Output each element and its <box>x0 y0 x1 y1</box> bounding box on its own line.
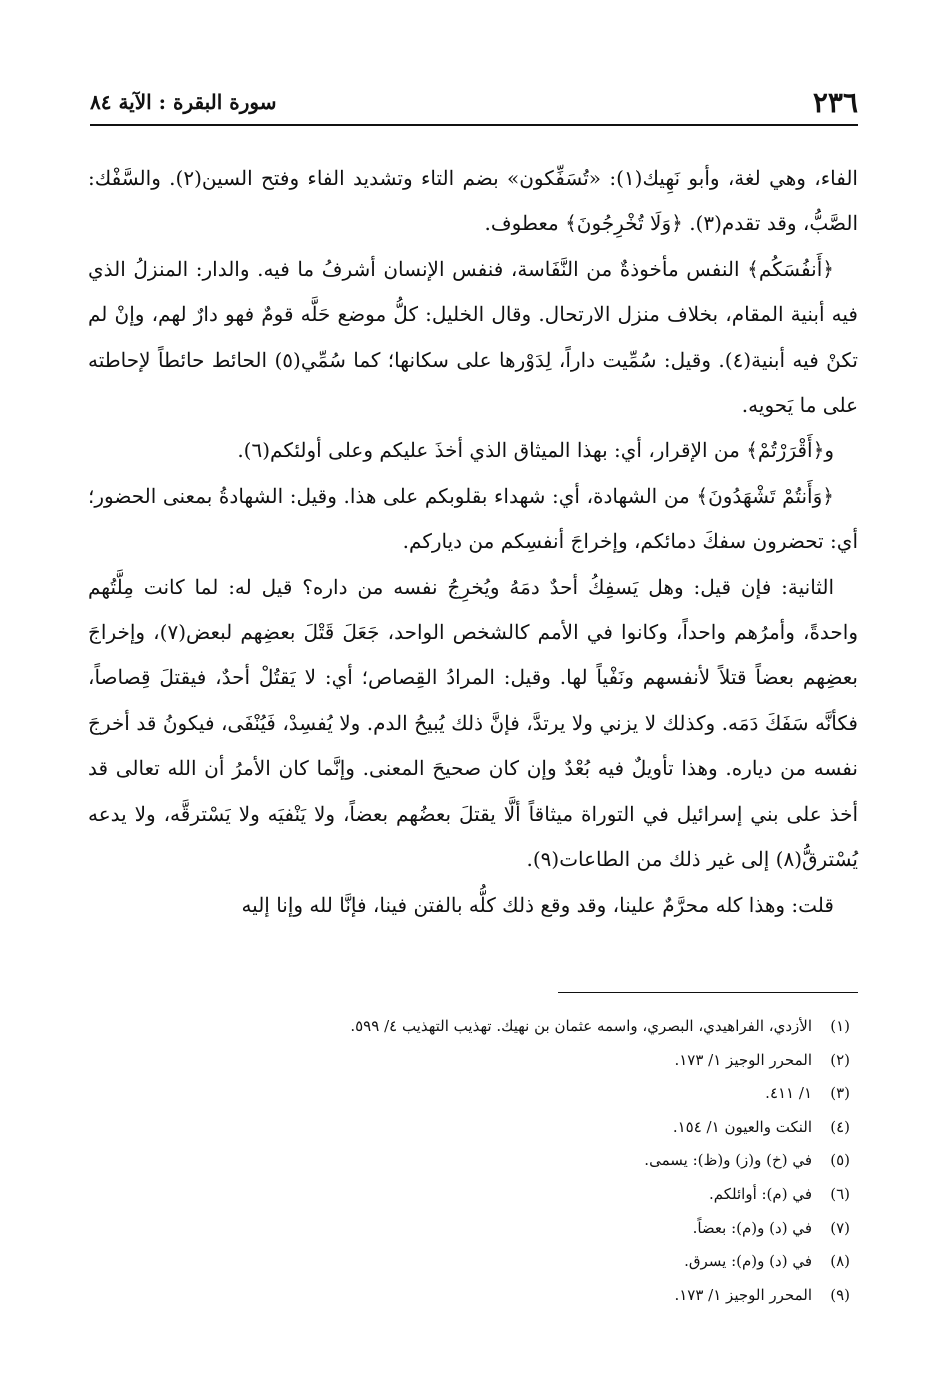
footnote-text: في (خ) و(ز) و(ظ): يسمى. <box>644 1151 812 1170</box>
page-header <box>90 84 858 126</box>
paragraph: ﴿وَأَنتُمْ تَشْهَدُونَ﴾ من الشهادة، أي: شهداء بقلوبكم على هذا. وقيل: الشهادةُ بمعنى الحضور؛ أي: تحضرون سفكَ دمائكم، وإخراجَ أنفسِكم من دياركم. <box>88 483 858 554</box>
paragraph: و﴿أَقْرَرْتُمْ﴾ من الإقرار، أي: بهذا الميثاق الذي أخذَ عليكم وعلى أولئكم(٦). <box>237 438 834 463</box>
footnote <box>88 1178 850 1212</box>
footnote <box>88 1279 850 1313</box>
footnotes <box>88 1010 850 1312</box>
running-title: سورة البقرة : الآية ٨٤ <box>90 90 277 114</box>
footnote <box>88 1010 850 1044</box>
paragraph: الثانية: فإن قيل: وهل يَسفِكُ أحدٌ دمَهُ ويُخرِجُ نفسه من داره؟ قيل له: لما كانت مِلَّتُهم واحدةً، وأمرُهم واحداً، وكانوا في الأمم كالشخص الواحد، جَعَلَ قَتْلَ بعضِهم لبعض(٧)، وإخراجَ بعضِهم بعضاً قتلاً لأنفسهم ونَفْياً لها. وقيل: المرادُ القِصاص؛ أي: لا يَقتُلْ أحدٌ، فيقتلَ قِصاصاً، فكأنَّه سَفَكَ دَمَه. وكذلك لا يزني ولا يرتدَّ، فإنَّ ذلك يُبيحُ الدم. ولا يُفسِدْ، فَيُنْفَى، فيكونُ قد أخرجَ نفسه من دياره. وهذا تأويلٌ فيه بُعْدٌ وإن كان صحيحَ المعنى. وإنَّما كان الأمرُ أن الله تعالى قد أخذ على بني إسرائيل في التوراة ميثاقاً ألَّا يقتلَ بعضُهم بعضاً، ولا يَنْفيَه ولا يَسْترقَّه، ولا يدعه يُسْترقُّ(٨) إلى غير ذلك من الطاعات(٩). <box>88 574 858 872</box>
footnote-text: الأزدي، الفراهيدي، البصري، واسمه عثمان بن نهيك. تهذيب التهذيب ٤/ ٥٩٩. <box>350 1017 812 1035</box>
footnote-number: (١) <box>830 1017 850 1035</box>
footnote-separator <box>558 992 858 993</box>
footnote-text: النكت والعيون ١/ ١٥٤. <box>672 1117 812 1136</box>
footnote-number: (٣) <box>830 1084 850 1103</box>
footnote-text: المحرر الوجيز ١/ ١٧٣. <box>674 1285 812 1304</box>
page-number: ٢٣٦ <box>812 86 858 119</box>
footnote-number: (٤) <box>830 1117 850 1136</box>
footnote-number: (٩) <box>830 1285 850 1304</box>
paragraph: ﴿أَنفُسَكُم﴾ النفس مأخوذةٌ من النَّفَاسة، فنفس الإنسان أشرفُ ما فيه. والدار: المنزلُ الذي فيه أبنية المقام، بخلاف منزل الارتحال. وقال الخليل: كلُّ موضع حَلَّه قومٌ فهو دارٌ لهم، وإنْ لم تكنْ فيه أبنية(٤). وقيل: سُمِّيت داراً، لِدَوْرها على سكانها؛ كما سُمِّي(٥) الحائط حائطاً لإحاطته على ما يَحويه. <box>88 256 858 418</box>
footnote <box>88 1212 850 1246</box>
main-text <box>88 156 858 928</box>
paragraph: قلت: وهذا كله محرَّمٌ علينا، وقد وقع ذلك كلُّه بالفتن فينا، فإنَّا لله وإنا إليه <box>241 892 834 917</box>
footnote <box>88 1077 850 1111</box>
footnote <box>88 1144 850 1178</box>
footnote-number: (٦) <box>830 1184 850 1203</box>
footnote <box>88 1044 850 1078</box>
footnote-text: في (د) و(م): يسرق. <box>684 1252 812 1271</box>
footnote-text: في (م): أوائلكم. <box>708 1184 812 1203</box>
footnote <box>88 1245 850 1279</box>
paragraph: الفاء، وهي لغة، وأبو نَهِيك(١): «تُسَفِّكون» بضم التاء وتشديد الفاء وفتح السين(٢). والسَّفْك: الصَّبُّ، وقد تقدم(٣). ﴿وَلَا تُخْرِجُونَ﴾ معطوف. <box>88 166 858 236</box>
footnote <box>88 1111 850 1145</box>
footnote-number: (٧) <box>830 1218 850 1237</box>
footnote-number: (٥) <box>830 1151 850 1170</box>
footnote-text: ١/ ٤١١. <box>765 1084 812 1103</box>
footnote-number: (٢) <box>830 1050 850 1069</box>
footnote-text: المحرر الوجيز ١/ ١٧٣. <box>674 1050 812 1069</box>
footnote-number: (٨) <box>830 1252 850 1271</box>
footnote-text: في (د) و(م): بعضاً. <box>692 1218 812 1237</box>
